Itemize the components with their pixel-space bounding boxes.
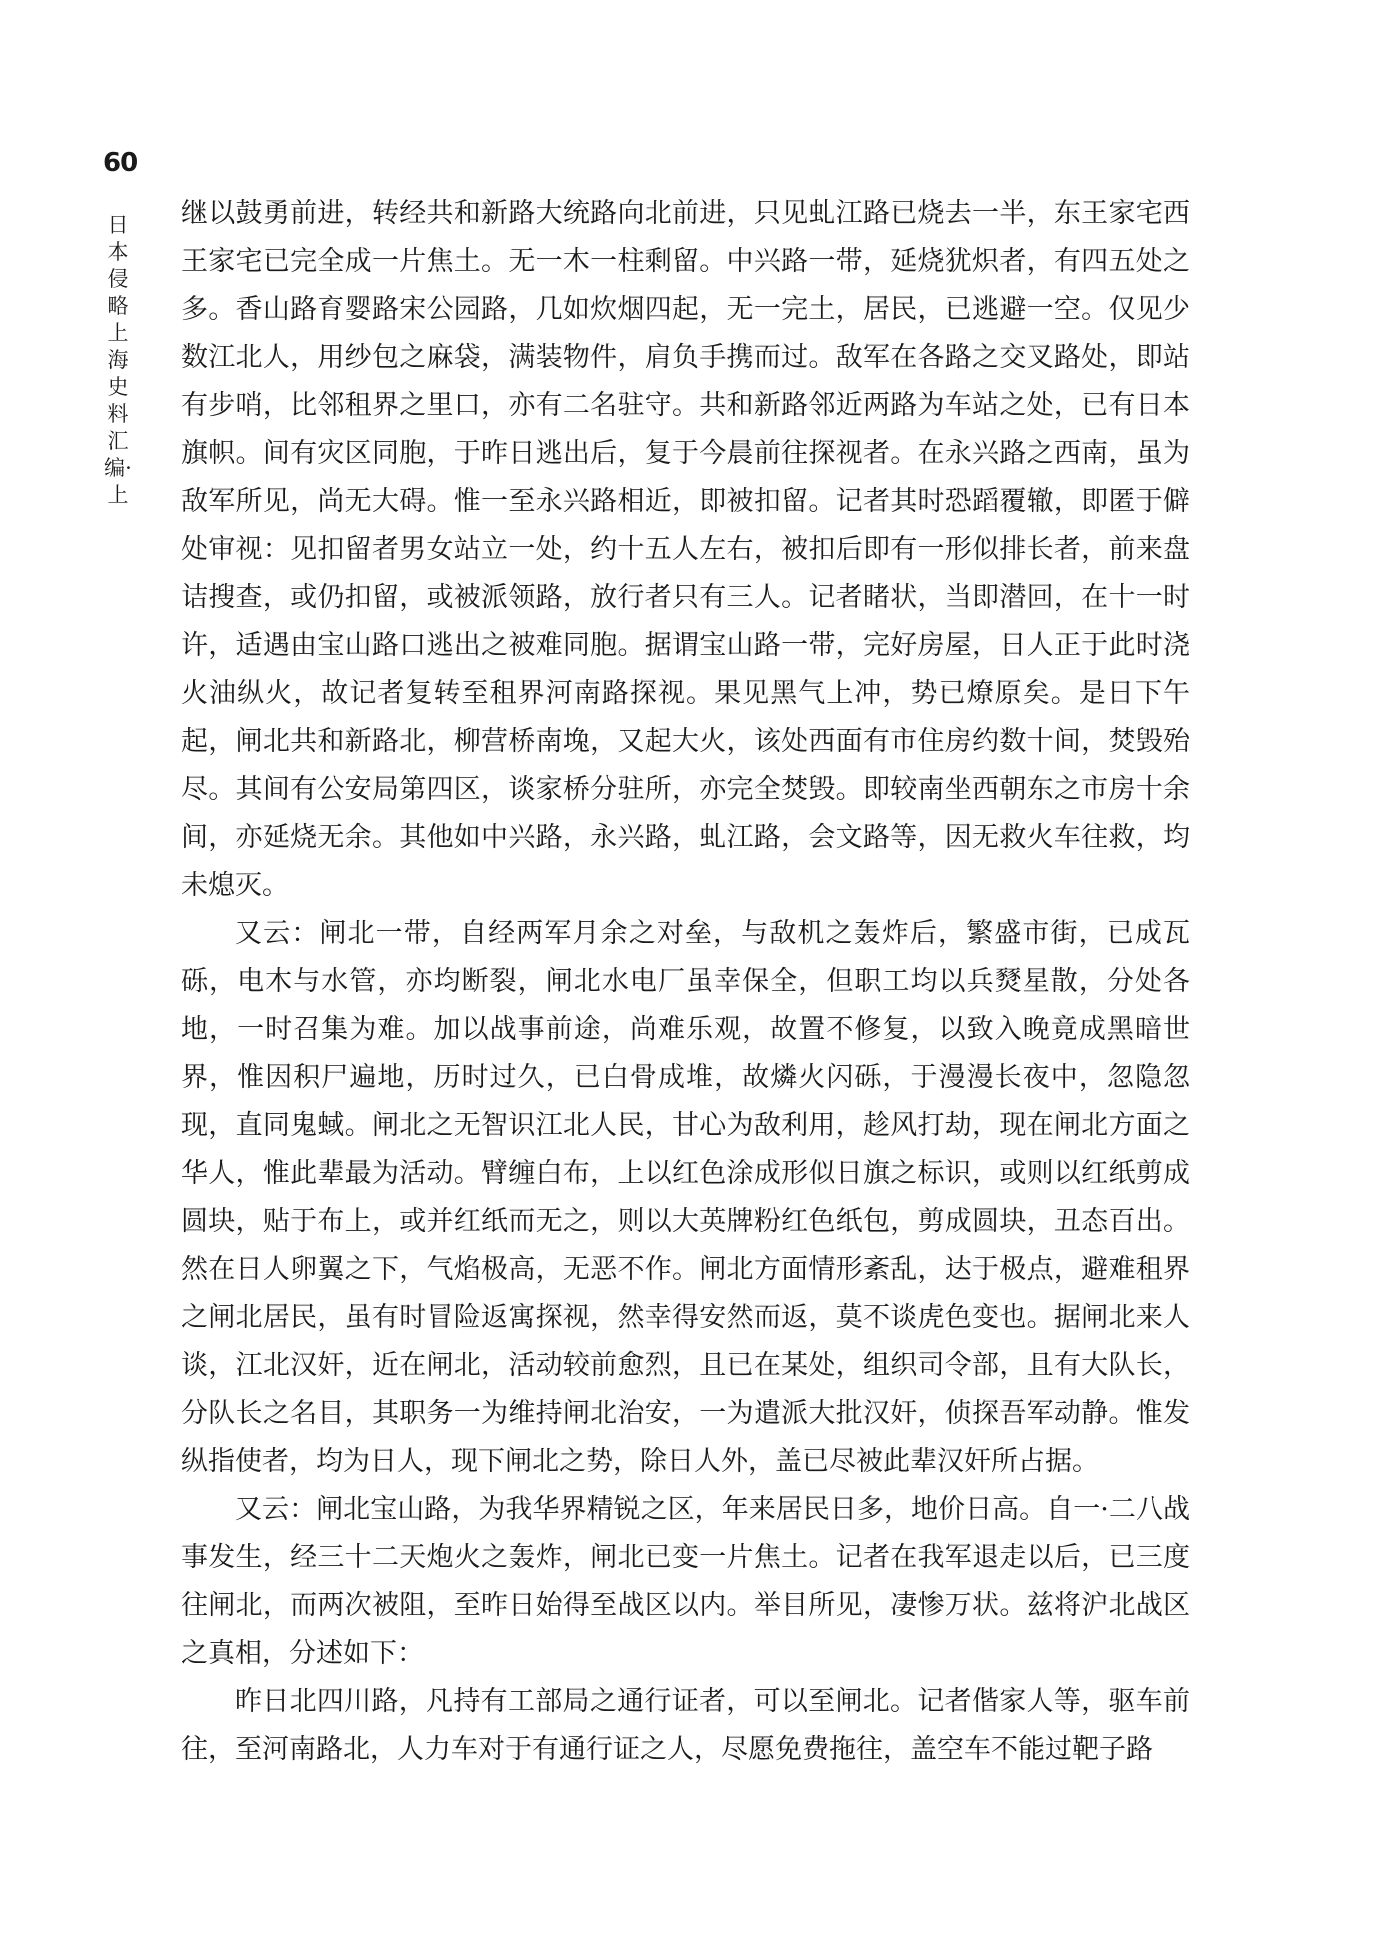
- paragraph-continued: 继以鼓勇前进，转经共和新路大统路向北前进，只见虬江路已烧去一半，东王家宅西王家宅已完全成一片焦土。无一木一柱剩留。中兴路一带，延烧犹炽者，有四五处之多。香山路育婴路宋公园路，几如炊烟四起，无一完土，居民，已逃避一空。仅见少数江北人，用纱包之麻袋，满装物件，肩负手携而过。敌军在各路之交叉路处，即站有步哨，比邻租界之里口，亦有二名驻守。共和新路邻近两路为车站之处，已有日本旗帜。间有灾区同胞，于昨日逃出后，复于今晨前往探视者。在永兴路之西南，虽为敌军所见，尚无大碍。惟一至永兴路相近，即被扣留。记者其时恐蹈覆辙，即匿于僻处审视：见扣留者男女站立一处，约十五人左右，被扣后即有一形似排长者，前来盘诘搜查，或仍扣留，或被派领路，放行者只有三人。记者睹状，当即潜回，在十一时许，适遇由宝山路口逃出之被难同胞。据谓宝山路一带，完好房屋，日人正于此时浇火油纵火，故记者复转至租界河南路探视。果见黑气上冲，势已燎原矣。是日下午起，闸北共和新路北，柳营桥南堍，又起大火，该处西面有市住房约数十间，焚毁殆尽。其间有公安局第四区，谈家桥分驻所，亦完全焚毁。即较南坐西朝东之市房十余间，亦延烧无余。其他如中兴路，永兴路，虬江路，会文路等，因无救火车往救，均未熄灭。: [181, 198, 1190, 901]
- paragraph-baoshan-road: 又云：闸北宝山路，为我华界精锐之区，年来居民日多，地价日高。自一·二八战事发生，经三十二天炮火之轰炸，闸北已变一片焦土。记者在我军退走以后，已三度往闸北，而两次被阻，至昨日始得至战区以内。举目所见，凄惨万状。兹将沪北战区之真相，分述如下：: [181, 1494, 1190, 1669]
- body-text: [181, 190, 1190, 1774]
- paragraph-north-sichuan-road: 昨日北四川路，凡持有工部局之通行证者，可以至闸北。记者偕家人等，驱车前往，至河南路北，人力车对于有通行证之人，尽愿免费拖往，盖空车不能过靶子路: [181, 1686, 1190, 1765]
- running-head: 日本侵略上海史料汇编·上: [104, 213, 132, 507]
- page-number: 60: [103, 148, 138, 178]
- paragraph-zhabei-area: 又云：闸北一带，自经两军月余之对垒，与敌机之轰炸后，繁盛市街，已成瓦砾，电木与水管，亦均断裂，闸北水电厂虽幸保全，但职工均以兵燹星散，分处各地，一时召集为难。加以战事前途，尚难乐观，故置不修复，以致入晚竟成黑暗世界，惟因积尸遍地，历时过久，已白骨成堆，故燐火闪砾，于漫漫长夜中，忽隐忽现，直同鬼蜮。闸北之无智识江北人民，甘心为敌利用，趁风打劫，现在闸北方面之华人，惟此辈最为活动。臂缠白布，上以红色涂成形似日旗之标识，或则以红纸剪成圆块，贴于布上，或并红纸而无之，则以大英牌粉红色纸包，剪成圆块，丑态百出。然在日人卵翼之下，气焰极高，无恶不作。闸北方面情形紊乱，达于极点，避难租界之闸北居民，虽有时冒险返寓探视，然幸得安然而返，莫不谈虎色变也。据闸北来人谈，江北汉奸，近在闸北，活动较前愈烈，且已在某处，组织司令部，且有大队长，分队长之名目，其职务一为维持闸北治安，一为遣派大批汉奸，侦探吾军动静。惟发纵指使者，均为日人，现下闸北之势，除日人外，盖已尽被此辈汉奸所占据。: [181, 918, 1190, 1477]
